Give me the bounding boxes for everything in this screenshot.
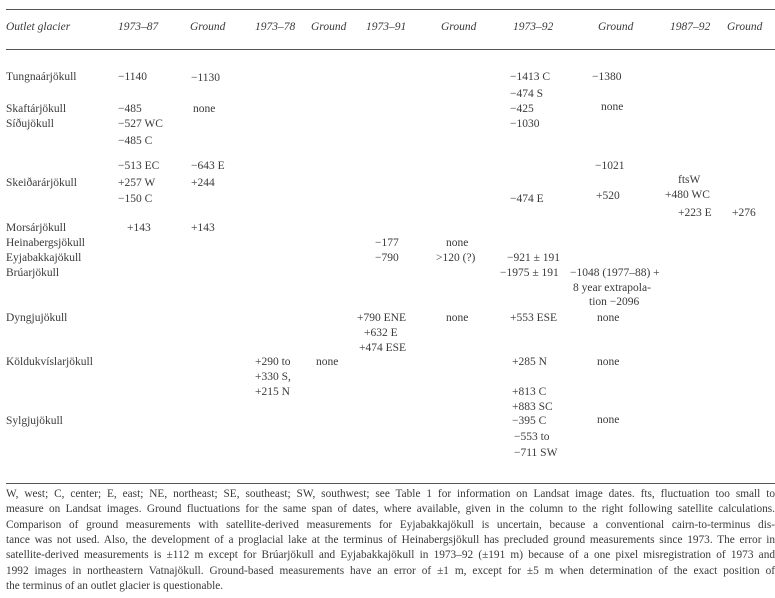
cell-1973-92: −425 — [510, 103, 534, 115]
footnote-line: Comparison of ground measurements with satellite-derived measurements for Eyjabakkajökull is uncertain, because a conventional cairn-to-terminus dis- — [6, 519, 775, 531]
glacier-name: Köldukvíslarjökull — [6, 356, 93, 368]
cell-ground: >120 (?) — [436, 252, 476, 264]
cell-1973-92: −474 S — [510, 88, 544, 100]
cell-ground: tion −2096 — [589, 296, 640, 308]
cell-1973-92: +553 ESE — [510, 312, 558, 324]
glacier-name: Eyjabakkajökull — [6, 252, 82, 264]
top-rule — [6, 9, 775, 10]
cell-1973-87: −485 C — [118, 135, 153, 147]
header-col: Ground — [190, 21, 226, 33]
header-col: 1973–87 — [118, 21, 159, 33]
glacier-name: Morsárjökull — [6, 222, 67, 234]
glacier-name: Brúarjökull — [6, 267, 60, 279]
cell-1973-92: −921 ± 191 — [507, 252, 561, 264]
header-col: 1987–92 — [670, 21, 711, 33]
header-outlet-glacier: Outlet glacier — [6, 21, 71, 33]
cell-1973-87: −513 EC — [118, 160, 160, 172]
footnote-line: 1992 images in northeastern Vatnajökull. Ground-based measurements have an error of ±1 m, except for ±5 m when determination of the exact position of — [6, 565, 775, 577]
header-rule — [6, 49, 775, 50]
cell-1973-87: −1140 — [118, 71, 148, 83]
header-col: 1973–91 — [366, 21, 407, 33]
cell-1973-78: +330 S, — [255, 371, 291, 383]
footnote-line: the terminus of an outlet glacier is questionable. — [6, 580, 224, 592]
cell-ground: none — [446, 312, 469, 324]
cell-1973-91: +790 ENE — [357, 312, 406, 324]
cell-ground: +520 — [596, 190, 620, 202]
cell-1973-87: −150 C — [118, 193, 153, 205]
cell-ground: none — [597, 356, 620, 368]
cell-1973-78: +215 N — [255, 386, 290, 398]
glacier-name: Heinabergsjökull — [6, 237, 85, 249]
cell-1973-92: −1413 C — [510, 71, 551, 83]
cell-ground: +143 — [191, 222, 215, 234]
header-col: 1973–78 — [255, 21, 296, 33]
cell-ground: −1130 — [191, 72, 221, 84]
cell-ground: none — [601, 101, 624, 113]
glacier-name: Dyngjujökull — [6, 312, 68, 324]
header-col: Ground — [727, 21, 763, 33]
cell-1973-87: +257 W — [118, 177, 156, 189]
cell-1973-87: −485 — [118, 103, 142, 115]
header-col: Ground — [598, 21, 634, 33]
cell-1973-92: −1975 ± 191 — [500, 267, 559, 279]
cell-1973-92: +883 SC — [512, 401, 553, 413]
cell-ground: none — [597, 414, 620, 426]
cell-1973-91: −177 — [375, 237, 399, 249]
cell-ground: −1380 — [592, 71, 622, 83]
cell-ground: none — [316, 356, 339, 368]
cell-1973-92: +285 N — [512, 356, 547, 368]
cell-ground: +244 — [191, 177, 215, 189]
cell-1987-92: +480 WC — [665, 189, 710, 201]
cell-ground: none — [597, 312, 620, 324]
cell-ground: +276 — [732, 207, 756, 219]
cell-1987-92: +223 E — [678, 207, 712, 219]
cell-ground: none — [446, 237, 469, 249]
glacier-name: Skeiðarárjökull — [6, 177, 77, 189]
cell-1973-91: +632 E — [364, 327, 398, 339]
bottom-rule — [6, 483, 775, 484]
glacier-name: Skaftárjökull — [6, 103, 67, 115]
footnote-line: measure on Landsat images. Ground fluctuations for the same span of dates, where available, given in the column to the right following satellite calculations. — [6, 503, 775, 515]
cell-1973-92: −474 E — [510, 193, 544, 205]
footnote-line: satellite-derived measurements is ±112 m except for Brúarjökull and Eyjabakkajökull in 1973–92 (±191 m) because of a one pixel misregistration of 1973 and — [6, 549, 775, 561]
footnote-line: tance was not used. Also, the development of a proglacial lake at the terminus of Heinabergsjökull has precluded ground measurements since 1973. The error in — [6, 534, 775, 546]
glacier-name: Tungnaárjökull — [6, 71, 77, 83]
cell-1973-91: +474 ESE — [359, 342, 407, 354]
cell-1973-92: −553 to — [514, 431, 550, 443]
header-col: Ground — [441, 21, 477, 33]
cell-1987-92: ftsW — [678, 174, 701, 186]
cell-1973-92: −395 C — [512, 415, 547, 427]
header-col: 1973–92 — [513, 21, 554, 33]
glacier-name: Sylgjujökull — [6, 415, 63, 427]
cell-1973-92: +813 C — [512, 386, 547, 398]
header-col: Ground — [311, 21, 347, 33]
cell-1973-87: −527 WC — [118, 118, 163, 130]
footnote-line: W, west; C, center; E, east; NE, northeast; SE, southeast; SW, southwest; see Table 1 for information on Landsat image dates. fts, fluctuation too small to — [6, 488, 775, 500]
glacier-name: Síðujökull — [6, 118, 54, 130]
cell-1973-87: +143 — [127, 222, 151, 234]
cell-ground: −1048 (1977–88) + — [570, 267, 660, 279]
cell-ground: −643 E — [191, 160, 225, 172]
cell-1973-92: −711 SW — [514, 447, 558, 459]
cell-ground: 8 year extrapola- — [573, 282, 651, 294]
cell-1973-91: −790 — [375, 252, 399, 264]
cell-ground: −1021 — [595, 160, 625, 172]
cell-1973-92: −1030 — [510, 118, 540, 130]
cell-ground: none — [193, 103, 216, 115]
cell-1973-78: +290 to — [255, 356, 291, 368]
